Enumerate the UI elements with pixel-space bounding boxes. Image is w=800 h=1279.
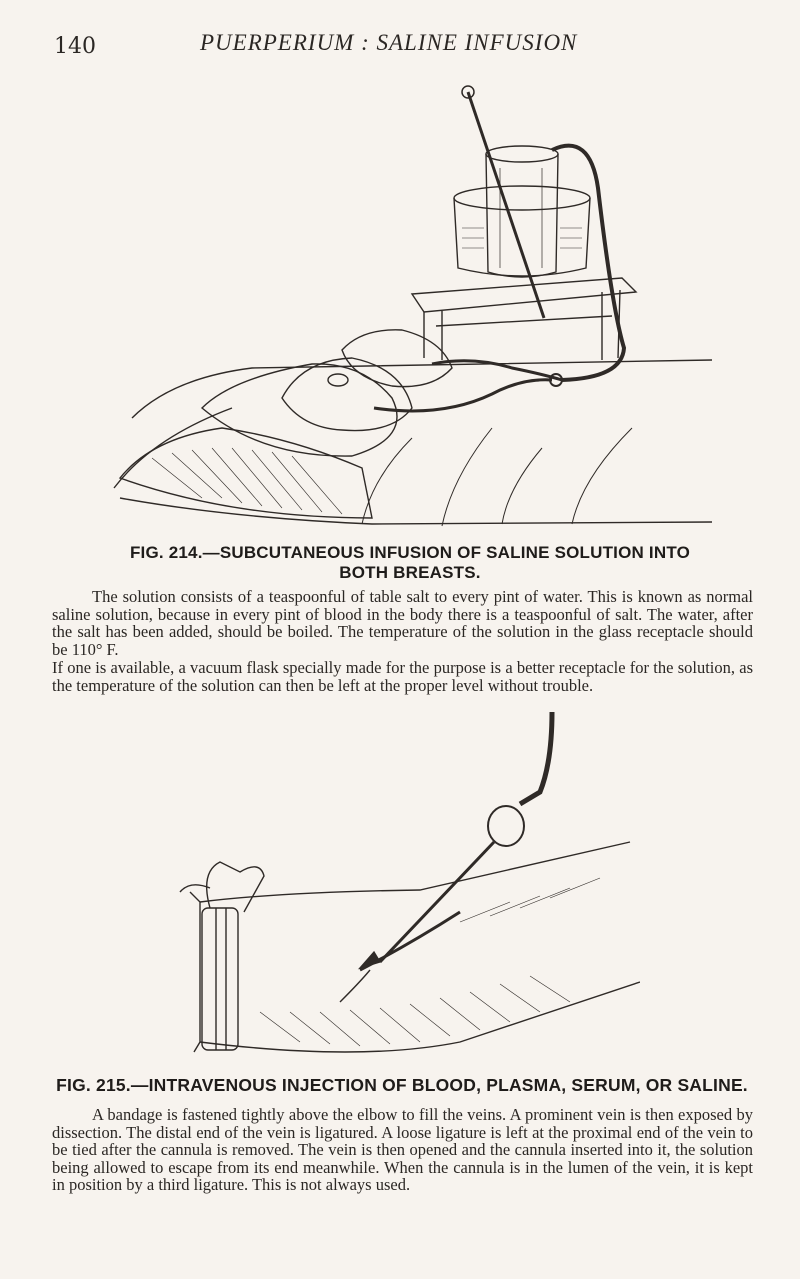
figure-214-illustration [112, 78, 722, 538]
figure-215-caption: FIG. 215.—INTRAVENOUS INJECTION OF BLOOD, PLASMA, SERUM, OR SALINE. [56, 1075, 748, 1095]
paragraph-text: The solution consists of a teaspoonful of table salt to every pint of water. This is known as normal saline solution, because in every pint of blood in the body there is a teaspoonful of salt. The water, after the salt has been added, should be boiled. The temperature of the solution in the glass receptacle should be 110° F. [52, 587, 753, 659]
paragraph-vacuum-flask [52, 659, 753, 694]
figure-215-illustration [160, 712, 640, 1070]
figure-214-caption: FIG. 214.—SUBCUTANEOUS INFUSION OF SALINE SOLUTION INTO BOTH BREASTS. [129, 543, 691, 582]
paragraph-text: If one is available, a vacuum flask specially made for the purpose is a better receptacle for the solution, as the temperature of the solution can then be left at the proper level without trouble. [52, 658, 753, 695]
paragraph-text: A bandage is fastened tightly above the elbow to fill the veins. A prominent vein is then exposed by dissection. The distal end of the vein is ligatured. A loose ligature is left at the proximal end of the vein to be tied after the cannula is removed. The vein is then opened and the cannula inserted into it, the solution being allowed to escape from its end meanwhile. When the cannula is in the lumen of the vein, it is kept in position by a third ligature. This is not always used. [52, 1105, 753, 1195]
paragraph-bandage-procedure [52, 1106, 753, 1194]
page-number: 140 [54, 34, 96, 59]
paragraph-saline-solution [52, 588, 753, 658]
running-head: PUERPERIUM : SALINE INFUSION [200, 30, 578, 55]
